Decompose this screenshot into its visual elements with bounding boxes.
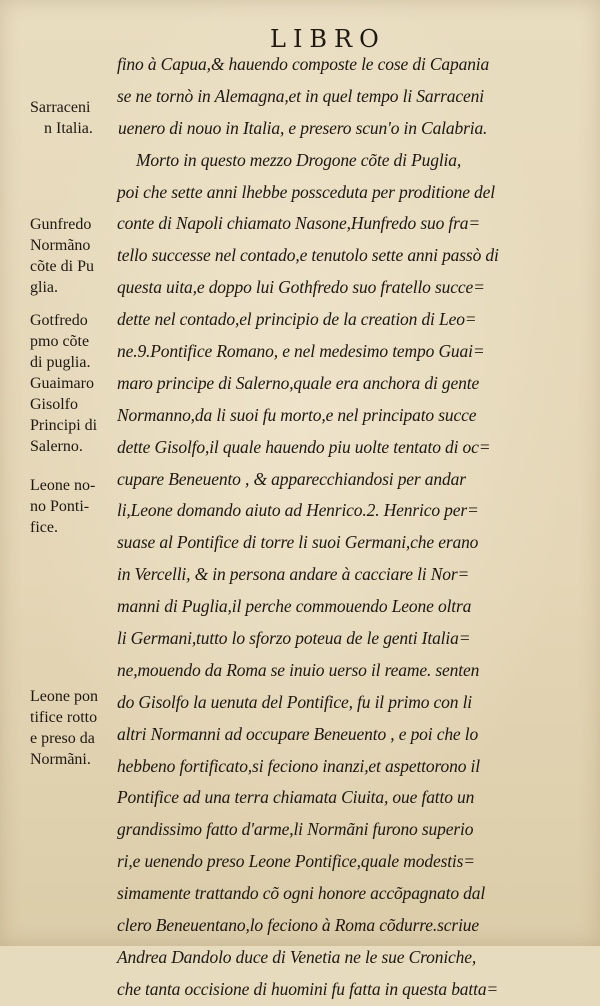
text-line: cupare Beneuento , & apparecchiandosi per andar	[117, 468, 466, 489]
margin-note-line: Gisolfo	[30, 396, 78, 413]
margin-note-line: Normãno	[30, 237, 91, 254]
text-line: ne,mouendo da Roma se inuio uerso il reame. senten	[117, 659, 480, 680]
margin-note-line: Gotfredo	[30, 312, 88, 329]
text-line: uenero di nouo in Italia, e presero scun'o in Calabria.	[118, 117, 488, 138]
text-line: simamente trattando cõ ogni honore accõpagnato dal	[117, 883, 486, 904]
text-line: Normanno,da li suoi fu morto,e nel principato succe	[117, 404, 477, 425]
margin-note-line: Normãni.	[30, 751, 91, 768]
main-text-block	[114, 49, 584, 1006]
text-line: in Vercelli, & in persona andare à cacciare li Nor=	[117, 564, 470, 585]
text-line: li Germani,tutto lo sforzo poteua de le genti Italia=	[117, 628, 471, 649]
text-line: Morto in questo mezzo Drogone cõte di Puglia,	[136, 149, 462, 170]
text-line: grandissimo fatto d'arme,li Normãni furono superio	[117, 819, 474, 840]
margin-note-line: tifice rotto	[30, 709, 98, 726]
text-line: ne.9.Pontifice Romano, e nel medesimo tempo Guai=	[117, 341, 485, 362]
margin-note-line: Salerno.	[30, 438, 83, 455]
margin-note-line: glia.	[30, 279, 58, 296]
text-line: ri,e uenendo preso Leone Pontifice,quale modestis=	[117, 851, 475, 872]
margin-note-line: Leone no-	[30, 477, 96, 494]
text-line: che tanta occisione di huomini fu fatta in questa batta=	[117, 978, 499, 999]
margin-note-gotfredo	[30, 310, 130, 373]
margin-note-line: Principi di	[30, 417, 98, 434]
margin-note-line: Guaimaro	[30, 375, 94, 392]
text-line: dette Gisolfo,il quale hauendo piu uolte tentato di oc=	[117, 436, 491, 457]
margin-note-line: fice.	[30, 519, 58, 536]
margin-note-sarraceni	[30, 97, 130, 139]
margin-note-line: di puglia.	[30, 354, 91, 371]
margin-note-guaimaro	[30, 373, 130, 457]
text-line: clero Beneuentano,lo feciono à Roma cõdurre.scriue	[117, 915, 480, 936]
margin-note-leone-rotto	[30, 686, 130, 770]
margin-note-line: pmo cõte	[30, 333, 90, 350]
margin-note-line: n Italia.	[44, 120, 93, 137]
text-line: manni di Puglia,il perche commouendo Leone oltra	[117, 596, 472, 617]
text-line: dette nel contado,el principio de la creation di Leo=	[117, 309, 477, 330]
text-line: li,Leone domando aiuto ad Henrico.2. Henrico per=	[117, 500, 479, 521]
margin-note-line: no Ponti-	[30, 498, 90, 515]
text-line: suase al Pontifice di torre li suoi Germani,che erano	[117, 532, 479, 553]
text-line: hebbeno fortificato,si feciono inanzi,et aspettorono il	[117, 755, 480, 776]
text-line: questa uita,e doppo lui Gothfredo suo fratello succe=	[117, 277, 485, 298]
text-line: poi che sette anni lhebbe possceduta per proditione del	[117, 181, 495, 202]
text-line: do Gisolfo la uenuta del Pontifice, fu il primo con li	[117, 691, 472, 712]
text-line: Andrea Dandolo duce di Venetia ne le sue Croniche,	[117, 946, 477, 967]
text-line: conte di Napoli chiamato Nasone,Hunfredo suo fra=	[117, 213, 481, 234]
text-line: tello successe nel contado,e tenutolo sette anni passò di	[117, 245, 499, 266]
margin-note-line: Sarraceni	[30, 99, 91, 116]
margin-note-line: Gunfredo	[30, 216, 92, 233]
margin-note-line: e preso da	[30, 730, 95, 747]
text-line: maro principe di Salerno,quale era anchora di gente	[117, 372, 480, 393]
text-line: se ne tornò in Alemagna,et in quel tempo li Sarraceni	[117, 85, 484, 106]
margin-note-line: cõte di Pu	[30, 258, 94, 275]
margin-note-gunfredo	[30, 214, 130, 298]
margin-note-line: Leone pon	[30, 688, 98, 705]
running-head: LIBRO	[270, 25, 386, 53]
text-line: altri Normanni ad occupare Beneuento , e poi che lo	[117, 723, 479, 744]
margin-note-leone-nono	[30, 475, 130, 538]
text-line: Pontifice ad una terra chiamata Ciuita, oue fatto un	[117, 787, 475, 808]
text-line: fino à Capua,& hauendo composte le cose di Capania	[117, 54, 490, 74]
